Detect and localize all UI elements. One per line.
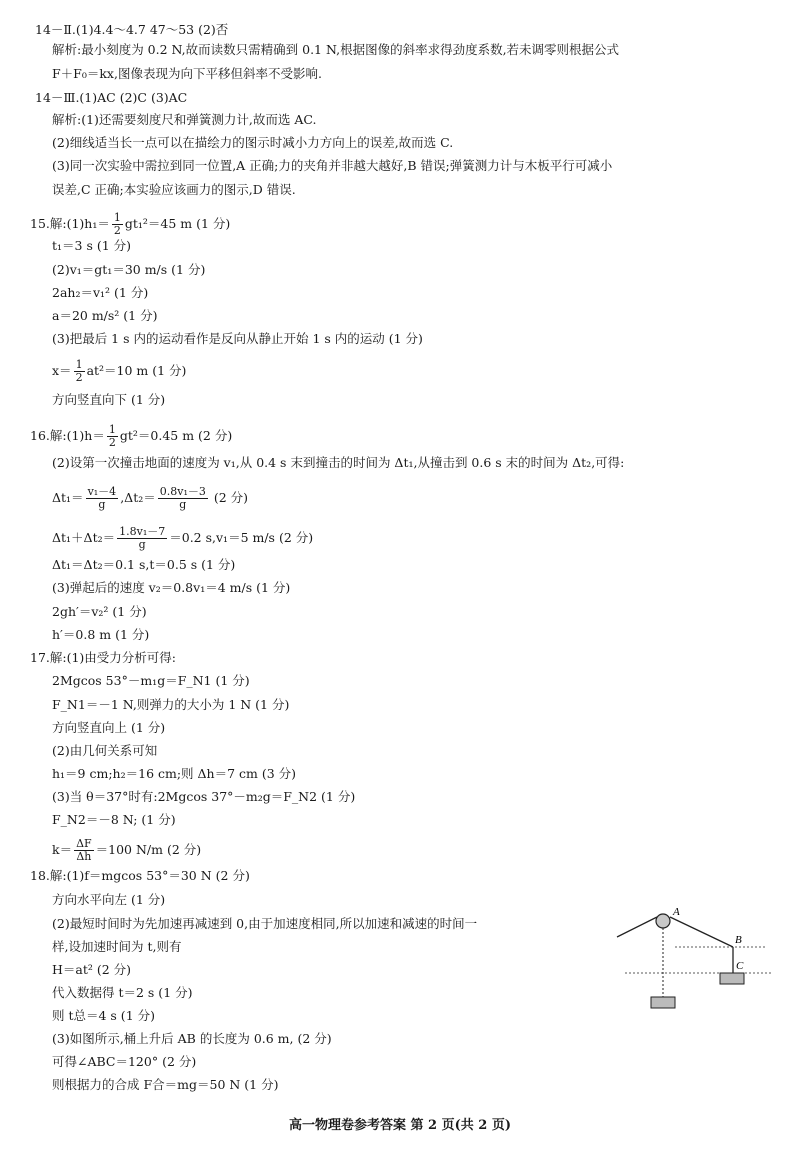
line-text: Δt₁＝Δt₂＝0.1 s,t＝0.5 s (1 分) (52, 557, 236, 572)
line-pre: x＝ (52, 363, 72, 378)
line-text: (3)弹起后的速度 v₂＝0.8v₁＝4 m/s (1 分) (52, 580, 291, 595)
answer-line (52, 766, 296, 782)
line-den: g (98, 498, 106, 511)
answer-line (52, 238, 131, 254)
line-text: (2)细线适当长一点可以在描绘力的图示时减小力方向上的误差,故而选 C. (52, 135, 454, 150)
answer-line (52, 331, 423, 347)
answer-line (52, 627, 149, 643)
answer-line (52, 526, 313, 551)
line-text: 方向水平向左 (1 分) (52, 892, 166, 907)
fraction (74, 359, 85, 384)
fraction (117, 526, 167, 551)
answer-line (52, 1031, 332, 1047)
line-text: (3)同一次实验中需拉到同一位置,A 正确;力的夹角并非越大越好,B 错误;弹簧测力计与木板平行可减小 (52, 158, 613, 173)
answer-line (35, 22, 228, 38)
answer-line (52, 812, 176, 828)
line-post: at²＝10 m (1 分) (86, 363, 187, 378)
answer-line (52, 135, 453, 151)
line-den: Δh (76, 850, 92, 863)
line-text: 14－Ⅲ.(1)AC (2)C (3)AC (35, 90, 188, 105)
line-post: gt²＝0.45 m (2 分) (119, 428, 233, 443)
label-c: C (736, 960, 744, 972)
line-text: F_N2＝－8 N; (1 分) (52, 812, 176, 827)
answer-line (52, 604, 147, 620)
line-text: 方向竖直向上 (1 分) (52, 720, 166, 735)
answer-line (30, 212, 230, 237)
answer-line (52, 673, 250, 689)
line-text: h₁＝9 cm;h₂＝16 cm;则 Δh＝7 cm (3 分) (52, 766, 297, 781)
answer-line (52, 962, 131, 978)
fraction (112, 212, 123, 237)
answer-line (52, 1008, 155, 1024)
answer-line (52, 892, 165, 908)
line-den2: g (179, 498, 187, 511)
line-num2: 0.8v₁－3 (159, 485, 206, 498)
answer-line (30, 650, 176, 666)
line-text: F＋F₀＝kx,图像表现为向下平移但斜率不受影响. (52, 66, 322, 81)
answer-line (52, 158, 612, 174)
answer-line (52, 359, 186, 384)
line-text: a＝20 m/s² (1 分) (52, 308, 158, 323)
line-text: 代入数据得 t＝2 s (1 分) (52, 985, 193, 1000)
line-pre: Δt₁＝ (52, 490, 84, 505)
line-text: 2ah₂＝v₁² (1 分) (52, 285, 149, 300)
line-num: ΔF (76, 837, 92, 850)
answer-line (52, 66, 322, 82)
answer-line (52, 939, 181, 955)
line-text: (2)v₁＝gt₁＝30 m/s (1 分) (52, 262, 206, 277)
line-den: 2 (108, 436, 116, 449)
line-num: v₁－4 (87, 485, 117, 498)
line-pre: k＝ (52, 842, 73, 857)
line-post: gt₁²＝45 m (1 分) (124, 216, 231, 231)
answer-line (52, 42, 619, 58)
answer-line (52, 455, 624, 471)
line-text: (2)由几何关系可知 (52, 743, 158, 758)
label-a: A (673, 906, 680, 918)
line-text: 14－Ⅱ.(1)4.4～4.7 47～53 (2)否 (35, 22, 229, 37)
line-text: 误差,C 正确;本实验应该画力的图示,D 错误. (52, 182, 296, 197)
fraction (158, 486, 208, 511)
fraction (107, 424, 118, 449)
line-text: F_N1＝－1 N,则弹力的大小为 1 N (1 分) (52, 697, 290, 712)
line-pre: 16.解:(1)h＝ (30, 428, 105, 443)
answer-line (52, 720, 165, 736)
answer-line (35, 90, 187, 106)
answer-line (52, 262, 205, 278)
line-mid: ,Δt₂＝ (120, 490, 156, 505)
answer-line (52, 580, 290, 596)
answer-line (52, 308, 157, 324)
answer-line (52, 486, 248, 511)
line-den: g (138, 538, 146, 551)
line-text: 2Mgcos 53°－m₁g＝F_N1 (1 分) (52, 673, 250, 688)
line-num: 1 (108, 423, 116, 436)
answer-line (52, 838, 201, 863)
line-text: H＝at² (2 分) (52, 962, 132, 977)
line-text: (3)把最后 1 s 内的运动看作是反向从静止开始 1 s 内的运动 (1 分) (52, 331, 423, 346)
answer-line (30, 868, 250, 884)
answer-line (52, 285, 148, 301)
line-text: 则根据力的合成 F合＝mg＝50 N (1 分) (52, 1077, 279, 1092)
line-text: 17.解:(1)由受力分析可得: (30, 650, 177, 665)
answer-line (52, 1054, 196, 1070)
line-num: 1 (75, 358, 83, 371)
fraction (86, 486, 119, 511)
label-b: B (735, 934, 742, 946)
line-text: (3)当 θ＝37°时有:2Mgcos 37°－m₂g＝F_N2 (1 分) (52, 789, 356, 804)
line-post: (2 分) (209, 490, 249, 505)
answer-line (52, 1077, 278, 1093)
line-den: 2 (113, 224, 121, 237)
line-text: h′＝0.8 m (1 分) (52, 627, 150, 642)
answer-line (52, 697, 289, 713)
answer-line (52, 112, 317, 128)
line-text: (3)如图所示,桶上升后 AB 的长度为 0.6 m, (2 分) (52, 1031, 332, 1046)
line-text: 样,设加速时间为 t,则有 (52, 939, 182, 954)
answer-line (52, 392, 165, 408)
line-post: ＝0.2 s,v₁＝5 m/s (2 分) (169, 530, 314, 545)
line-num: 1 (113, 211, 121, 224)
answer-line (30, 424, 232, 449)
line-text: 可得∠ABC＝120° (2 分) (52, 1054, 197, 1069)
pulley-diagram (615, 905, 775, 1040)
line-pre: 15.解:(1)h₁＝ (30, 216, 110, 231)
answer-line (52, 985, 193, 1001)
line-text: 解析:(1)还需要刻度尺和弹簧测力计,故而选 AC. (52, 112, 317, 127)
answer-line (52, 916, 477, 932)
line-text: 方向竖直向下 (1 分) (52, 392, 166, 407)
line-den: 2 (75, 371, 83, 384)
line-text: 则 t总＝4 s (1 分) (52, 1008, 155, 1023)
line-text: t₁＝3 s (1 分) (52, 238, 132, 253)
line-text: 2gh′＝v₂² (1 分) (52, 604, 147, 619)
line-text: 解析:最小刻度为 0.2 N,故而读数只需精确到 0.1 N,根据图像的斜率求得劲度系数,若未调零则根据公式 (52, 42, 620, 57)
line-text: (2)设第一次撞击地面的速度为 v₁,从 0.4 s 末到撞击的时间为 Δt₁,从撞击到 0.6 s 末的时间为 Δt₂,可得: (52, 455, 625, 470)
answer-line (52, 789, 355, 805)
answer-line (52, 743, 157, 759)
line-text: 18.解:(1)f＝mgcos 53°＝30 N (2 分) (30, 868, 250, 883)
answer-line (52, 182, 296, 198)
line-text: (2)最短时间时为先加速再减速到 0,由于加速度相同,所以加速和减速的时间一 (52, 916, 478, 931)
line-pre: Δt₁＋Δt₂＝ (52, 530, 116, 545)
line-post: ＝100 N/m (2 分) (95, 842, 202, 857)
page-footer: 高一物理卷参考答案 第 2 页(共 2 页) (288, 1118, 512, 1133)
fraction (74, 838, 94, 863)
answer-line (52, 557, 235, 573)
line-num: 1.8v₁－7 (119, 525, 166, 538)
